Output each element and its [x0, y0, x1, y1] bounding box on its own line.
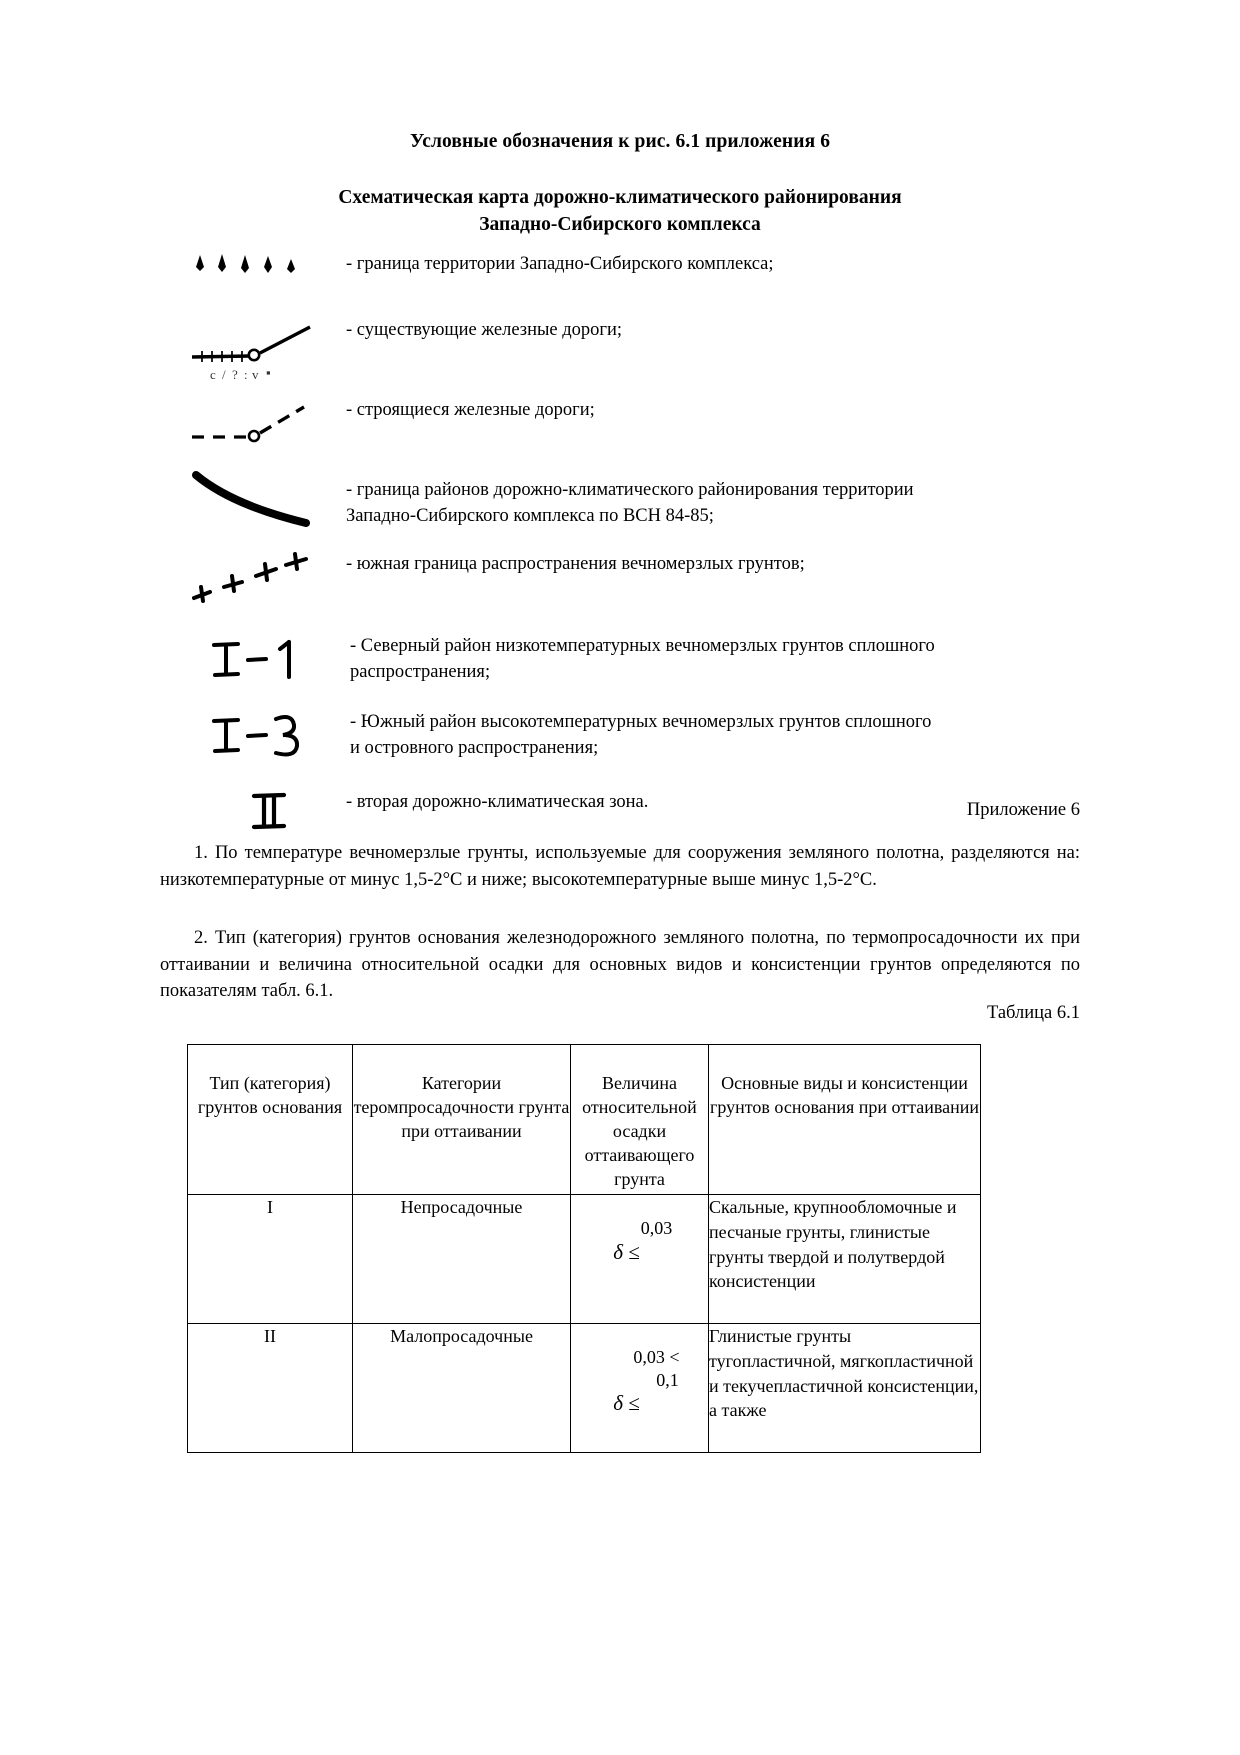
table-header-row [188, 1045, 981, 1195]
column-header-value: Величина относительной осадки оттаивающего грунта [571, 1045, 709, 1195]
legend-item-permafrost-limit-label: - южная граница распространения вечномерзлых грунтов; [346, 554, 805, 574]
existing-railway-line-icon [188, 301, 338, 391]
table-row [188, 1195, 981, 1324]
legend-item-district-boundary-line2: Западно-Сибирского комплекса по ВСН 84-85; [346, 506, 714, 527]
thick-curve-boundary-icon [188, 461, 338, 551]
legend-item-construction-railway [188, 391, 1088, 461]
cell-value [571, 1195, 709, 1324]
permafrost-southern-limit-ticks-icon [188, 551, 338, 629]
legend-item-boundary [188, 243, 1088, 301]
page-subtitle-line1: Схематическая карта дорожно-климатического районирования [338, 187, 902, 209]
settlement-formula [571, 1324, 708, 1474]
table-body [188, 1195, 981, 1453]
legend-item-zone-ii-label: - вторая дорожно-климатическая зона. [346, 792, 649, 812]
table-caption: Таблица 6.1 [987, 1003, 1080, 1023]
page-subtitle-line2: Западно-Сибирского комплекса [479, 214, 761, 236]
legend-item-permafrost-limit [188, 551, 1088, 629]
under-construction-railway-line-icon [188, 391, 338, 461]
legend-item-district-boundary-line1: - граница районов дорожно-климатического районирования территории [346, 480, 914, 500]
legend-item-existing-railway-label: - существующие железные дороги; [346, 320, 623, 340]
legend-item-zone-i-1-line1: - Северный район низкотемпературных вечномерзлых грунтов сплошного [350, 636, 935, 656]
value-top: 0,03 [640, 1218, 673, 1238]
page-title-block [160, 130, 1080, 239]
column-header-description: Основные виды и консистенции грунтов основания при оттаивании [709, 1045, 981, 1195]
paragraph-2: 2. Тип (категория) грунтов основания железнодорожного земляного полотна, по термопросадочности их при оттаивании и величина относительной осадки для основных видов и консистенции грунтов определяются по показателям табл. 6.1. [160, 928, 1080, 1002]
svg-text:/: / [222, 367, 226, 382]
cell-type: II [188, 1324, 353, 1453]
legend-item-boundary-label: - граница территории Западно-Сибирского комплекса; [346, 254, 774, 274]
legend-item-construction-railway-label: - строящиеся железные дороги; [346, 400, 595, 420]
cell-value [571, 1324, 709, 1453]
page-subtitle [160, 185, 1080, 239]
svg-text:▪: ▪ [266, 365, 271, 380]
settlement-formula [571, 1195, 708, 1345]
legend-item-zone-i-3-line1: - Южный район высокотемпературных вечномерзлых грунтов сплошного [350, 712, 932, 732]
legend-item-zone-i-1 [188, 629, 1088, 705]
svg-text::: : [244, 367, 248, 382]
zone-i-1-icon [188, 629, 338, 705]
column-header-category: Категории теромпросадочности грунта при оттаивании [353, 1045, 571, 1195]
column-header-type: Тип (категория) грунтов основания [188, 1045, 353, 1195]
legend-item-zone-i-1-label [350, 633, 1090, 686]
legend-item-zone-i-1-line2: распространения; [350, 662, 491, 683]
table-row [188, 1324, 981, 1453]
delta-symbol: δ ≤ [613, 1391, 640, 1415]
legend-item-existing-railway [188, 301, 1088, 391]
legend-item-zone-i-3-line2: и островного распространения; [350, 738, 599, 759]
legend-item-zone-i-3 [188, 705, 1088, 783]
value-top: 0,03 < [633, 1347, 680, 1367]
legend-item-district-boundary-label [346, 477, 1086, 530]
cell-description: Глинистые грунты тугопластичной, мягкопластичной и текучепластичной консистенции, а также [709, 1324, 981, 1453]
cell-type: I [188, 1195, 353, 1324]
table-header [188, 1045, 981, 1195]
paragraph-1: 1. По температуре вечномерзлые грунты, используемые для сооружения земляного полотна, разделяются на: низкотемпературные от минус 1,5-2°С и ниже; высокотемпературные выше минус 1,5-2°С. [160, 843, 1080, 890]
value-second: 0,1 [656, 1369, 679, 1390]
delta-symbol: δ ≤ [613, 1239, 640, 1264]
dotted-boundary-marks-icon [188, 243, 338, 301]
page-title: Условные обозначения к рис. 6.1 приложения 6 [409, 131, 831, 152]
legend-item-district-boundary [188, 461, 1088, 551]
svg-text:?: ? [232, 367, 238, 382]
svg-text:v: v [252, 367, 259, 382]
legend-item-zone-i-3-label [350, 709, 1090, 762]
appendix-label: Приложение 6 [966, 800, 1080, 820]
cell-description: Скальные, крупнообломочные и песчаные грунты, глинистые грунты твердой и полутвердой консистенции [709, 1195, 981, 1324]
cell-category: Малопросадочные [353, 1324, 571, 1453]
soil-categories-table [187, 1044, 981, 1453]
legend-list [188, 243, 1088, 843]
cell-category: Непросадочные [353, 1195, 571, 1324]
svg-text:с: с [210, 367, 216, 382]
zone-i-3-icon [188, 705, 338, 783]
